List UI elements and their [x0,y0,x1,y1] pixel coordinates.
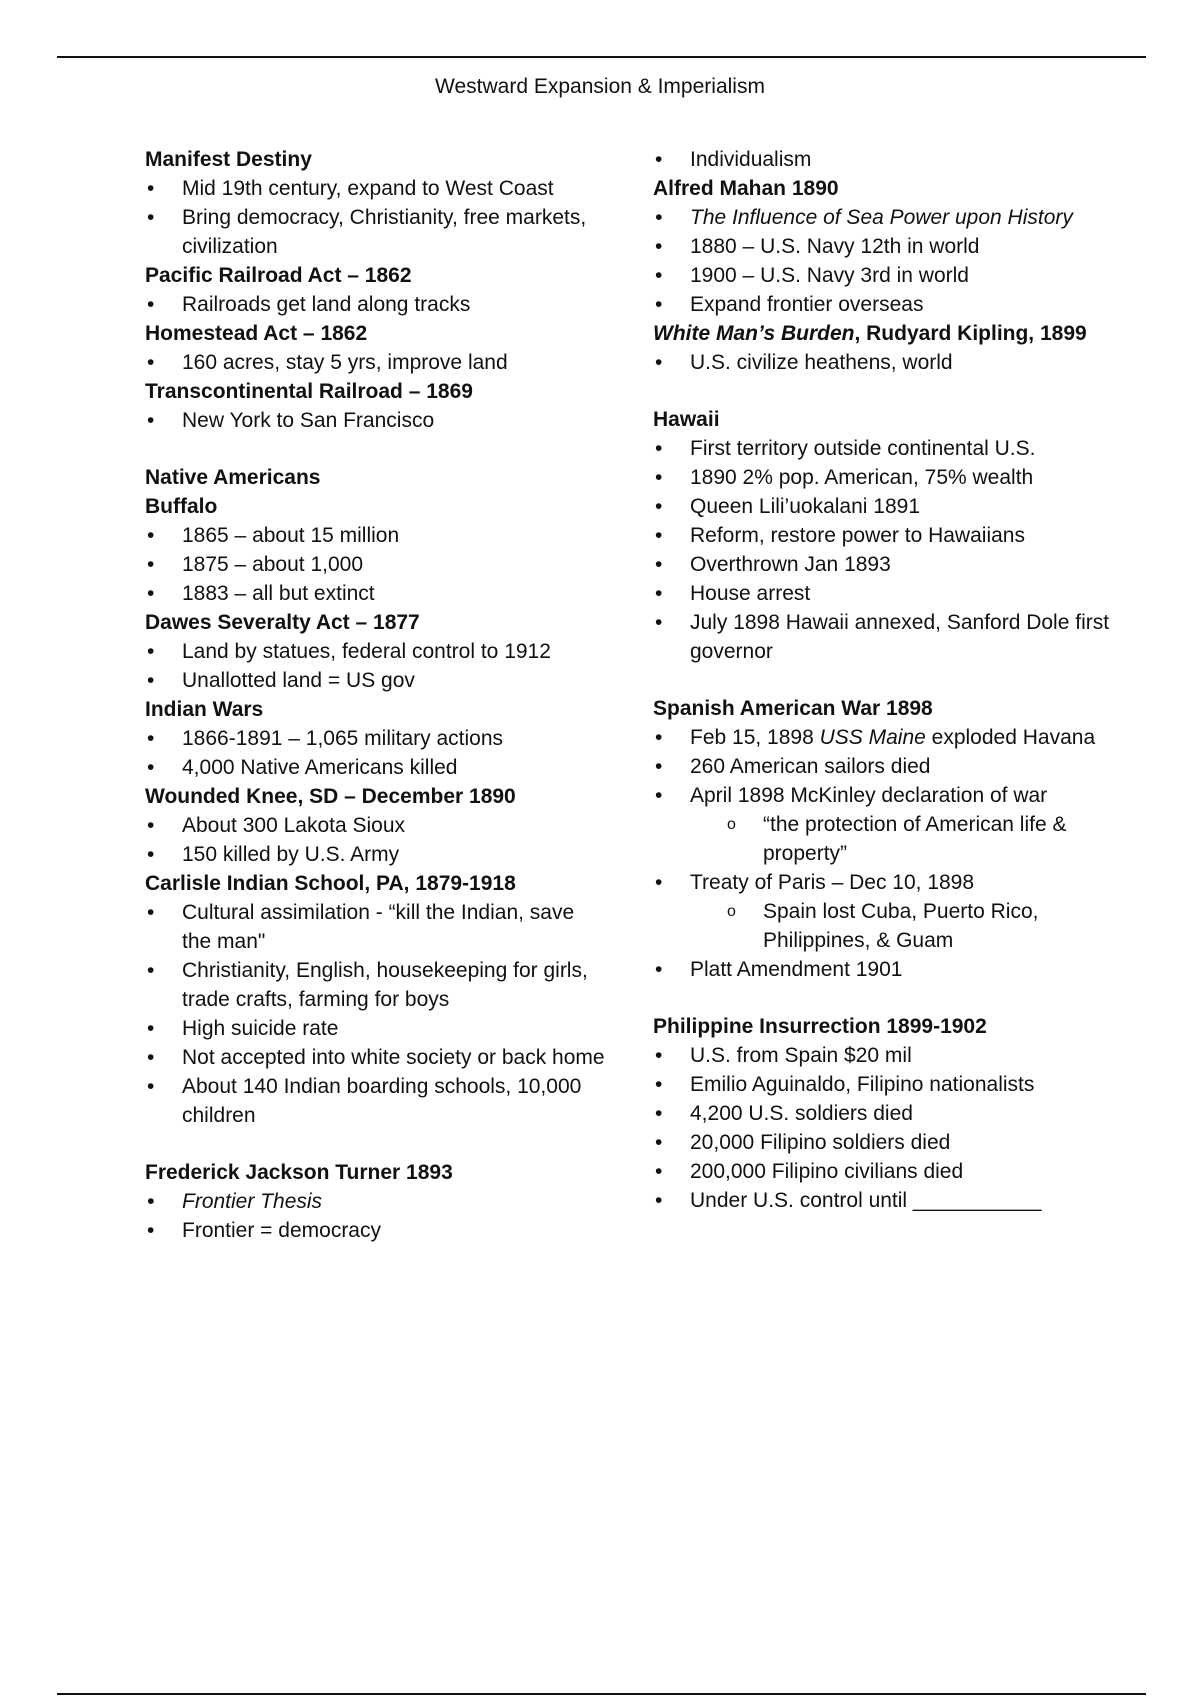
section-heading-indian-wars: Indian Wars [145,698,264,721]
list-item: • First territory outside continental U.S. [653,434,1123,463]
section-heading-manifest-destiny: Manifest Destiny [145,148,312,171]
list-item: • Frontier Thesis [145,1187,605,1216]
list-item: • Overthrown Jan 1893 [653,550,1123,579]
list-item: • Emilio Aguinaldo, Filipino nationalists [653,1070,1123,1099]
wounded-knee-list [145,811,605,869]
list-item: • April 1898 McKinley declaration of war [653,781,1123,810]
buffalo-list [145,521,605,608]
bottom-rule [57,1693,1146,1695]
list-item: • 1865 – about 15 million [145,521,605,550]
list-item: • Reform, restore power to Hawaiians [653,521,1123,550]
list-item: • 160 acres, stay 5 yrs, improve land [145,348,605,377]
section-heading-spanish-american-war: Spanish American War 1898 [653,697,933,720]
list-item: • Queen Lili’uokalani 1891 [653,492,1123,521]
list-item: • Frontier = democracy [145,1216,605,1245]
section-heading-turner: Frederick Jackson Turner 1893 [145,1161,453,1184]
ship-name: USS Maine [819,726,926,749]
section-heading-wounded-knee: Wounded Knee, SD – December 1890 [145,785,516,808]
section-heading-native-americans: Native Americans [145,466,321,489]
list-item: • Individualism [653,145,1123,174]
list-item: • U.S. from Spain $20 mil [653,1041,1123,1070]
sub-list-item: o “the protection of American life & property” [653,810,1123,868]
list-item: • 4,200 U.S. soldiers died [653,1099,1123,1128]
homestead-list [145,348,605,377]
list-item: • 1866-1891 – 1,065 military actions [145,724,605,753]
list-item: • July 1898 Hawaii annexed, Sanford Dole first governor [653,608,1123,666]
dawes-list [145,637,605,695]
section-heading-hawaii: Hawaii [653,408,720,431]
list-item: • Expand frontier overseas [653,290,1123,319]
left-column [145,145,605,1245]
turner-list [145,1187,605,1245]
turner-continued-list [653,145,1123,174]
section-heading-carlisle: Carlisle Indian School, PA, 1879-1918 [145,872,516,895]
list-item: • 150 killed by U.S. Army [145,840,605,869]
section-heading-homestead: Homestead Act – 1862 [145,322,368,345]
right-column [653,145,1123,1215]
list-item: • The Influence of Sea Power upon History [653,203,1123,232]
sub-list-item: o Spain lost Cuba, Puerto Rico, Philippines, & Guam [653,897,1123,955]
heading-italic-title: White Man’s Burden [653,322,855,345]
indian-wars-list [145,724,605,782]
carlisle-list [145,898,605,1130]
list-item: • About 140 Indian boarding schools, 10,000 children [145,1072,605,1130]
section-heading-white-mans-burden [653,319,1123,348]
list-item: • Railroads get land along tracks [145,290,605,319]
section-heading-buffalo: Buffalo [145,495,218,518]
list-item: • Land by statues, federal control to 1912 [145,637,605,666]
list-item: • Mid 19th century, expand to West Coast [145,174,605,203]
manifest-destiny-list [145,174,605,261]
heading-rest: , Rudyard Kipling, 1899 [854,322,1087,345]
maine-date: Feb 15, 1898 [690,726,820,749]
list-item: • About 300 Lakota Sioux [145,811,605,840]
list-item: • 1880 – U.S. Navy 12th in world [653,232,1123,261]
section-heading-philippine-insurrection: Philippine Insurrection 1899-1902 [653,1015,987,1038]
list-item: • 4,000 Native Americans killed [145,753,605,782]
list-item: • 1875 – about 1,000 [145,550,605,579]
list-item: • 1890 2% pop. American, 75% wealth [653,463,1123,492]
maine-rest: exploded Havana [925,726,1096,749]
spanish-american-war-list [653,723,1123,984]
list-item: • Under U.S. control until ___________ [653,1186,1123,1215]
transcontinental-list [145,406,605,435]
section-heading-transcontinental: Transcontinental Railroad – 1869 [145,380,473,403]
list-item: • Cultural assimilation - “kill the Indian, save the man" [145,898,605,956]
list-item [653,723,1123,752]
list-item: • 20,000 Filipino soldiers died [653,1128,1123,1157]
top-rule [57,56,1146,58]
pacific-railroad-list [145,290,605,319]
list-item: • New York to San Francisco [145,406,605,435]
list-item: • Platt Amendment 1901 [653,955,1123,984]
list-item: • House arrest [653,579,1123,608]
list-item: • Not accepted into white society or back home [145,1043,605,1072]
philippine-list [653,1041,1123,1215]
list-item: • 200,000 Filipino civilians died [653,1157,1123,1186]
list-item: • Bring democracy, Christianity, free markets, civilization [145,203,605,261]
list-item: • Christianity, English, housekeeping for girls, trade crafts, farming for boys [145,956,605,1014]
hawaii-list [653,434,1123,666]
list-item: • 1883 – all but extinct [145,579,605,608]
page-title: Westward Expansion & Imperialism [435,75,765,98]
section-heading-dawes: Dawes Severalty Act – 1877 [145,611,420,634]
list-item: • Treaty of Paris – Dec 10, 1898 [653,868,1123,897]
mahan-list [653,203,1123,319]
list-item: • 260 American sailors died [653,752,1123,781]
list-item: • 1900 – U.S. Navy 3rd in world [653,261,1123,290]
white-mans-burden-list [653,348,1123,377]
section-heading-pacific-railroad: Pacific Railroad Act – 1862 [145,264,412,287]
list-item: • Unallotted land = US gov [145,666,605,695]
list-item: • U.S. civilize heathens, world [653,348,1123,377]
list-item: • High suicide rate [145,1014,605,1043]
section-heading-mahan: Alfred Mahan 1890 [653,177,839,200]
